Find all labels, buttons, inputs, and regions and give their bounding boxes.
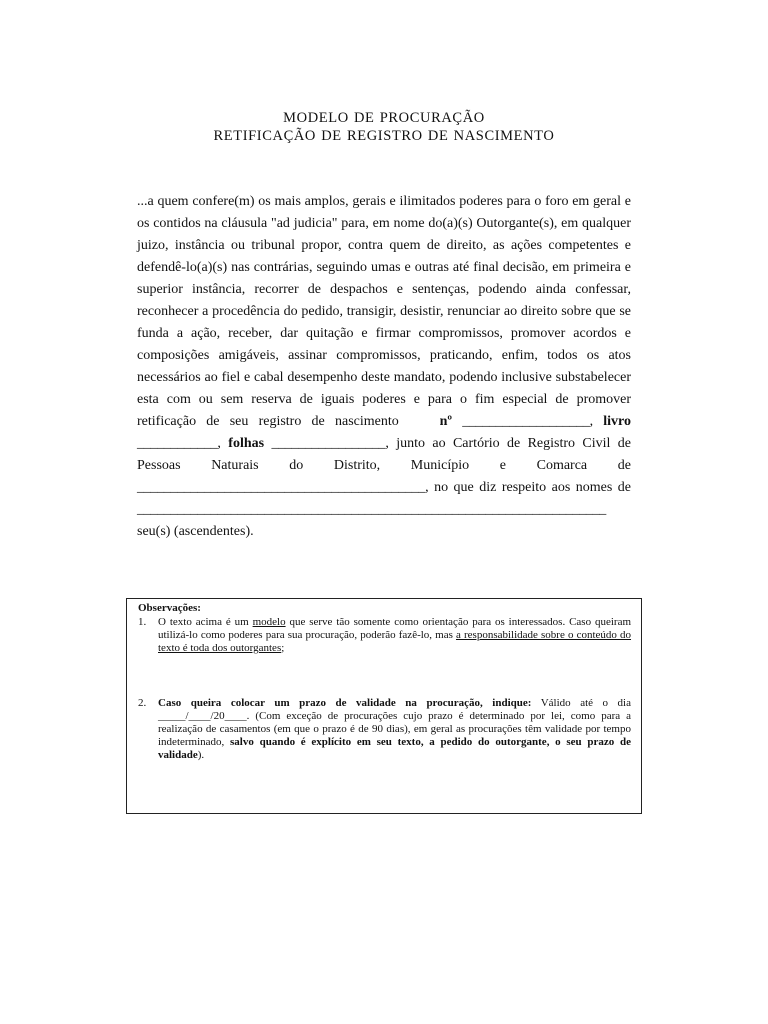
registro-number-blank[interactable]: ___________________ [462, 414, 590, 429]
body-paragraph-nomes: , no que diz respeito aos nomes de [425, 480, 631, 495]
observation-underlined-text: a responsabilidade sobre o conteúdo do texto é toda dos outorgantes [158, 629, 632, 654]
livro-label: livro [603, 414, 632, 429]
observation-number: 1. [138, 616, 147, 628]
observation-text-part: ). [197, 749, 205, 761]
body-paragraph-cartorio: , junto ao Cartório de Registro Civil de Pessoas Naturais do Distrito, Município e Comarca de [137, 436, 631, 473]
observation-bold-text: salvo quando é explícito em seu texto, a pedido do outorgante, o seu prazo de validade [158, 736, 632, 761]
observation-text [158, 697, 631, 762]
observation-bold-text: Caso queira colocar um prazo de validade na procuração, indique: [158, 697, 532, 709]
document-subtitle: RETIFICAÇÃO DE REGISTRO DE NASCIMENTO [213, 128, 555, 144]
registro-number-label: nº [439, 414, 453, 429]
procuration-body [137, 191, 631, 543]
nomes-blank[interactable]: ______________________________________________________________________ [137, 502, 607, 517]
separator-text: , [589, 414, 594, 429]
observation-item-1 [138, 616, 631, 655]
folhas-label: folhas [228, 436, 265, 451]
separator-text: , [217, 436, 221, 451]
observations-title: Observações: [138, 602, 201, 614]
observation-number: 2. [138, 697, 147, 709]
observation-text-part: ; [281, 642, 285, 654]
body-paragraph-powers: ...a quem confere(m) os mais amplos, gerais e ilimitados poderes para o foro em geral e os contidos na cláusula "ad judicia" para, em nome do(a)(s) Outorgante(s), em qualquer juizo, instância ou tribunal propor, contra quem de direito, as ações competentes e defendê-lo(a)(s) nas contrárias, seguindo umas e outras até final decisão, em primeira e superior instância, recorrer de despachos e sentenças, podendo ainda confessar, reconhecer a procedência do pedido, transigir, desistir, renunciar ao direito sobre que se funda a ação, receber, dar quitação e firmar compromissos, promover acordos e composições amigáveis, assinar compromissos, praticando, enfim, todos os atos necessários ao fiel e cabal desempenho deste mandato, podendo inclusive substabelecer esta com ou sem reserva de iguais poderes e para o fim especial de promover retificação de seu registro de nascimento [137, 194, 631, 429]
observation-text-part: O texto acima é um [158, 616, 249, 628]
observations-box [126, 598, 642, 814]
observation-underlined-text: modelo [252, 616, 286, 628]
livro-blank[interactable]: ____________ [137, 436, 218, 451]
observation-text [158, 616, 631, 655]
observation-text-part: Válido até o dia _____/____/20____. (Com exceção de procurações cujo prazo é determinado por lei, como para a realização de casamentos (em que o prazo é de 90 dias), em geral as procurações têm validade por tempo indeterminado, [158, 697, 631, 748]
document-title: MODELO DE PROCURAÇÃO [283, 110, 485, 126]
folhas-blank[interactable]: _________________ [271, 436, 386, 451]
comarca-blank[interactable]: ___________________________________________ [137, 480, 426, 495]
observation-item-2 [138, 697, 631, 762]
body-paragraph-ascendentes: seu(s) (ascendentes). [137, 524, 254, 539]
observation-text-part: que serve tão somente como orientação para os interessados. Caso queiram utilizá-lo como poderes para sua procuração, poderão fazê-lo, mas [158, 616, 632, 641]
